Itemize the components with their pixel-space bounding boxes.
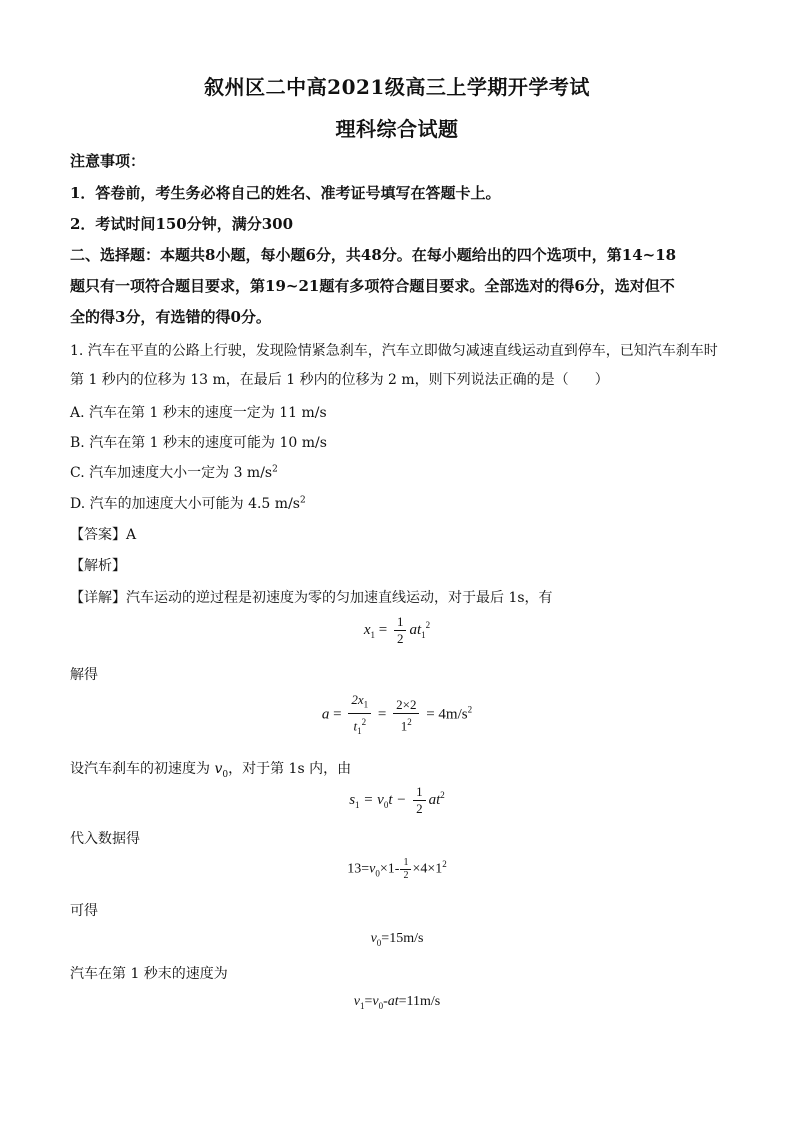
eq6-at: at <box>387 994 399 1009</box>
equation-1: $x_1$ = $\frac{1}{2}$ $at_1^2$ <box>363 614 431 646</box>
notes-heading: 注意事项： <box>70 152 146 170</box>
section-instructions-line-3: 全的得3分，有选错的得0分。 <box>70 308 271 326</box>
answer-line <box>70 524 730 544</box>
eq2-frac1-num-text: 2x <box>351 692 364 707</box>
eq2-frac1-den-exp: 2 <box>361 716 367 727</box>
option-c-text: C. 汽车加速度大小一定为 3 m/s <box>70 465 273 481</box>
eq2-frac2-num: 2×2 <box>393 697 419 714</box>
eq4-suffix: ×4×1 <box>412 861 443 877</box>
eq6-v1-sub: 1 <box>359 1000 365 1011</box>
eq2-frac1-num <box>348 692 371 714</box>
solve-label: 解得 <box>70 667 98 683</box>
eq1-frac-den: 2 <box>396 631 404 646</box>
question-stem-line-1: 1. 汽车在平直的公路上行驶，发现险情紧急刹车，汽车立即做匀减速直线运动直到停车，已知汽车刹车时 <box>70 343 718 359</box>
eq2-fraction-1 <box>348 692 371 739</box>
eq1-at: at <box>409 621 422 638</box>
eq1-t-sub: 1 <box>421 629 426 640</box>
eq3-fraction <box>413 784 426 817</box>
eq4-exp: 2 <box>442 859 447 870</box>
set-v0-line: 设汽车刹车的初速度为 $v_0$，对于第 1s 内，由 <box>70 761 352 780</box>
question-stem-line-2 <box>70 369 730 389</box>
section-instructions-line-2: 题只有一项符合题目要求，第19~21题有多项符合题目要求。全部选对的得6分，选对但不 <box>70 277 675 295</box>
eq2-frac2-den-text: 1 <box>400 717 408 733</box>
analysis-detail <box>70 587 730 607</box>
eq1-t-exp: 2 <box>425 619 431 630</box>
eq6-v1: v <box>353 994 360 1009</box>
eq3-frac-num: 1 <box>413 784 426 801</box>
eq2-frac2-den-exp: 2 <box>407 716 412 727</box>
set-v0-text-a: 设汽车刹车的初速度为 <box>70 761 215 777</box>
equation-6: $v_1=v_0-at=11m/s$ <box>353 994 441 1011</box>
eq2-result-exp: 2 <box>467 704 473 715</box>
option-c <box>70 462 730 482</box>
eq3-t-minus: t − <box>388 791 407 808</box>
speed-at-1s-label: 汽车在第 1 秒末的速度为 <box>70 966 228 982</box>
detail-label: 【详解】 <box>70 590 126 606</box>
option-d <box>70 493 730 513</box>
detail-text: 汽车运动的逆过程是初速度为零的匀加速直线运动，对于最后 1s，有 <box>126 590 553 606</box>
page-title: 叙州区二中高2021级高三上学期开学考试 <box>204 75 590 99</box>
substitute-label: 代入数据得 <box>70 831 140 847</box>
answer-value: A <box>126 527 137 543</box>
eq2-frac1-den <box>350 714 369 739</box>
eq2-fraction-2 <box>393 697 419 734</box>
eq1-x: x <box>363 621 371 638</box>
eq4-frac-num: 1 <box>400 857 411 870</box>
eq3-s-sub: 1 <box>355 799 360 810</box>
eq5-v: v <box>370 931 377 946</box>
eq6-value: =11m/s <box>398 994 441 1009</box>
eq2-a: a <box>321 706 330 723</box>
equation-2: a = $\frac{2x_1}{t_1^2}$ = $\frac{2\times 2}{1^2}$ = $4m/s^2$ <box>0 692 794 739</box>
page-subtitle: 理科综合试题 <box>335 117 459 141</box>
notes-item-1: 1．答卷前，考生务必将自己的姓名、准考证号填写在答题卡上。 <box>70 184 501 202</box>
notes-item-2: 2．考试时间150分钟，满分300 <box>70 215 294 233</box>
eq4-frac-den: 2 <box>403 870 409 881</box>
eq3-at: at <box>428 791 441 808</box>
eq3-frac-den: 2 <box>416 801 423 816</box>
option-b: B. 汽车在第 1 秒末的速度可能为 10 m/s <box>70 435 327 451</box>
equation-5: $v_0=15m/s$ <box>370 931 424 948</box>
set-v0-v: v <box>214 761 223 777</box>
get-label: 可得 <box>70 903 98 919</box>
eq1-x-sub: 1 <box>370 629 376 640</box>
set-v0-text-b: ，对于第 1s 内，由 <box>228 761 352 777</box>
eq2-result: = 4m/s <box>426 706 468 723</box>
option-d-exponent: 2 <box>299 495 306 506</box>
option-a: A. 汽车在第 1 秒末的速度一定为 11 m/s <box>70 405 327 421</box>
option-c-exponent: 2 <box>272 464 278 475</box>
eq3-t-exp: 2 <box>440 789 445 800</box>
eq4-mid: ×1- <box>379 861 400 877</box>
question-stem-text: 第 1 秒内的位移为 13 m，在最后 1 秒内的位移为 2 m，则下列说法正确的是（ <box>70 372 569 388</box>
eq2-frac2-den <box>398 714 415 734</box>
eq4-prefix: 13= <box>347 861 370 877</box>
eq6-v0: v <box>372 994 379 1009</box>
equation-3: $s_1 = v_0t$ − $\frac{1}{2}$ $at^2$ <box>349 784 445 816</box>
eq2-frac1-den-sub: 1 <box>357 725 362 736</box>
answer-label: 【答案】 <box>70 527 126 543</box>
question-stem-bracket: ） <box>594 372 609 388</box>
eq1-fraction <box>394 614 407 647</box>
eq2-frac1-num-sub: 1 <box>363 699 369 710</box>
analysis-label: 【解析】 <box>70 558 126 574</box>
section-instructions-line-1: 二、选择题：本题共8小题，每小题6分，共48分。在每小题给出的四个选项中，第14~18 <box>70 246 677 264</box>
eq4-fraction <box>400 857 411 882</box>
eq3-v: = v <box>363 791 384 808</box>
eq6-eq: = <box>364 994 373 1009</box>
option-d-text: D. 汽车的加速度大小可能为 4.5 m/s <box>70 496 300 512</box>
eq3-s: s <box>349 791 356 808</box>
equation-4: $13=v_0\times 1-$ $\frac{1}{2}$ $\times 4\times 1^2$ <box>347 857 447 881</box>
eq4-v: v <box>369 861 376 877</box>
eq2-frac1-den-text: t <box>353 717 358 733</box>
eq1-frac-num: 1 <box>394 614 407 631</box>
eq5-value: =15m/s <box>381 931 424 946</box>
eq6-minus: - <box>383 994 388 1009</box>
